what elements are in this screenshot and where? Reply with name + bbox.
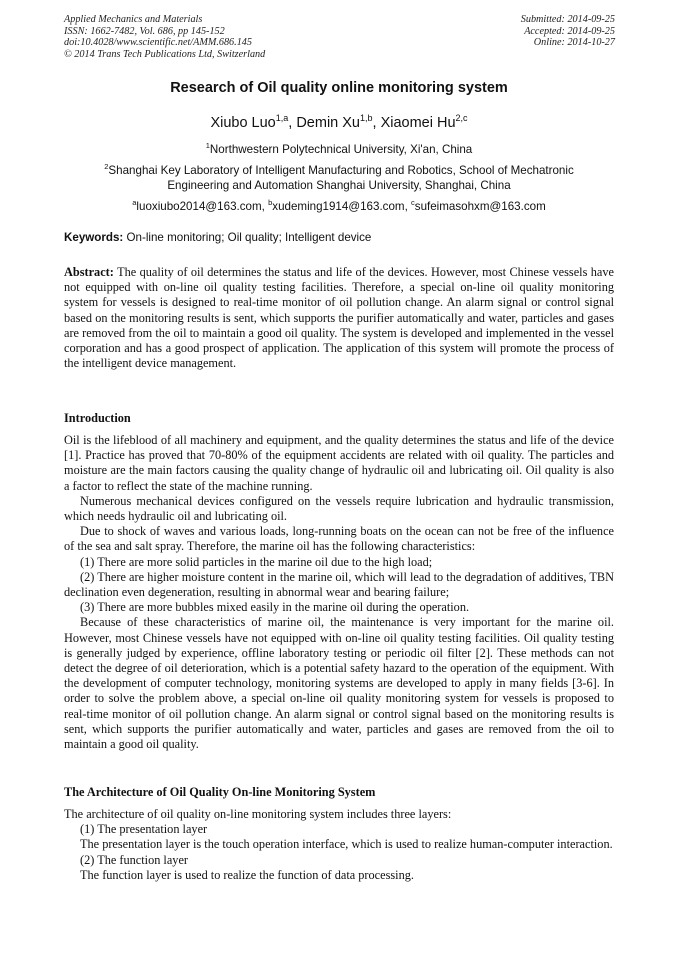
date-header <box>521 14 615 49</box>
affiliation-text: Shanghai Key Laboratory of Intelligent Manufacturing and Robotics, School of Mechatronic <box>108 163 574 177</box>
email-list <box>0 195 678 214</box>
author-name: Demin Xu <box>296 114 360 131</box>
author-separator: , <box>288 114 297 131</box>
author-affiliation-mark: 1,b <box>360 113 373 123</box>
abstract <box>64 265 614 371</box>
paragraph: Due to shock of waves and various loads, long-running boats on the ocean can not be free of the influence of the sea and salt spray. Therefore, the marine oil has the following characteristics: <box>64 524 614 554</box>
paragraph: Because of these characteristics of marine oil, the maintenance is very important for the marine oil. However, most Chinese vessels have not equipped with on-line oil quality testing facilities. Oil quality testing is generally judged by experience, offline laboratory testing or periodic oil filter [2]. These methods can not detect the degree of oil deterioration, which is a potential safety hazard to the operation of the equipment. With the development of computer technology, monitoring systems are developed to apply in many fields [3-6]. In order to solve the problem above, a special on-line oil quality monitoring system for vessels is proposed to real-time monitor of oil pollution change. An alarm signal or control signal based on the monitoring results is sent, which supports the purifier automatically and water, particles and gases are removed from the oil to maintain a good oil quality. <box>64 615 614 752</box>
author-separator: , <box>372 114 381 131</box>
journal-name: Applied Mechanics and Materials <box>64 14 203 25</box>
introduction-body <box>64 433 614 752</box>
abstract-text: The quality of oil determines the status and life of the devices. However, most Chinese vessels have not equipped with on-line oil quality testing facilities. Therefore, a special on-line oil quality monitoring system for vessels is designed to real-time monitor of oil pollution change. An alarm signal or control signal based on the monitoring results is sent, which supports the purifier automatically and water, particles and gases are removed from the oil to maintain a good oil quality. The system is developed and implemented in the vessel corporation and has a good prospect of application. The application of this system will promote the process of the intelligent device management. <box>64 265 614 371</box>
email-mark: b <box>268 198 273 207</box>
accepted-date: Accepted: 2014-09-25 <box>524 25 615 37</box>
journal-copyright: © 2014 Trans Tech Publications Ltd, Switzerland <box>64 48 266 60</box>
online-date: Online: 2014-10-27 <box>533 37 615 48</box>
abstract-label: Abstract: <box>64 265 114 279</box>
author-affiliation-mark: 1,a <box>275 113 289 123</box>
list-item: (1) There are more solid particles in the marine oil due to the high load; <box>80 554 433 569</box>
affiliation-mark: 1 <box>205 141 210 150</box>
email-address: luoxiubo2014@163.com, <box>136 199 269 213</box>
journal-doi: doi:10.4028/www.scientific.net/AMM.686.145 <box>64 37 252 48</box>
author-list <box>0 113 678 131</box>
author-name: Xiaomei Hu <box>380 114 456 131</box>
affiliation-1 <box>0 138 678 157</box>
list-item: (2) The function layer <box>80 852 189 867</box>
paragraph: Oil is the lifeblood of all machinery and equipment, and the quality determines the status and life of the device [1]. Practice has proved that 70-80% of the equipment accidents are related with oil quality. The particles and moisture are the main factors causing the quality change of hydraulic oil and lubricating oil. Oil quality is also a factor to reflect the state of the machine running. <box>64 433 614 493</box>
email-address: xudeming1914@163.com, <box>272 199 412 213</box>
submitted-date: Submitted: 2014-09-25 <box>520 14 615 25</box>
author-affiliation-mark: 2,c <box>455 113 468 123</box>
list-item: (3) There are more bubbles mixed easily in the marine oil during the operation. <box>80 600 470 615</box>
paragraph: Numerous mechanical devices configured on the vessels require lubrication and hydraulic transmission, which needs hydraulic oil and lubricating oil. <box>64 493 614 524</box>
paragraph: The function layer is used to realize the function of data processing. <box>80 867 414 882</box>
architecture-body <box>64 807 614 883</box>
paper-title: Research of Oil quality online monitoring system <box>170 80 508 96</box>
email-address: sufeimasohxm@163.com <box>414 199 546 213</box>
journal-issn: ISSN: 1662-7482, Vol. 686, pp 145-152 <box>64 25 225 37</box>
section-heading-architecture: The Architecture of Oil Quality On-line Monitoring System <box>64 785 376 799</box>
keywords-text: On-line monitoring; Oil quality; Intelligent device <box>123 231 372 244</box>
affiliation-2 <box>0 159 678 193</box>
list-item: (1) The presentation layer <box>80 822 208 837</box>
email-mark: a <box>132 198 137 207</box>
affiliation-text: Northwestern Polytechnical University, Xi'an, China <box>209 142 473 156</box>
paragraph: The architecture of oil quality on-line monitoring system includes three layers: <box>64 807 452 821</box>
email-mark: c <box>411 198 415 207</box>
affiliation-text: Engineering and Automation Shanghai University, Shanghai, China <box>167 178 511 192</box>
list-item: (2) There are higher moisture content in the marine oil, which will lead to the degradation of additives, TBN declination even degeneration, resulting in abnormal wear and bearing failure; <box>64 569 614 600</box>
keywords <box>64 231 614 244</box>
keywords-label: Keywords: <box>64 231 124 244</box>
author-name: Xiubo Luo <box>210 114 276 131</box>
affiliation-mark: 2 <box>104 162 109 171</box>
journal-header <box>64 14 265 60</box>
paragraph: The presentation layer is the touch operation interface, which is used to realize human-computer interaction. <box>80 837 613 852</box>
section-heading-introduction: Introduction <box>64 411 131 425</box>
